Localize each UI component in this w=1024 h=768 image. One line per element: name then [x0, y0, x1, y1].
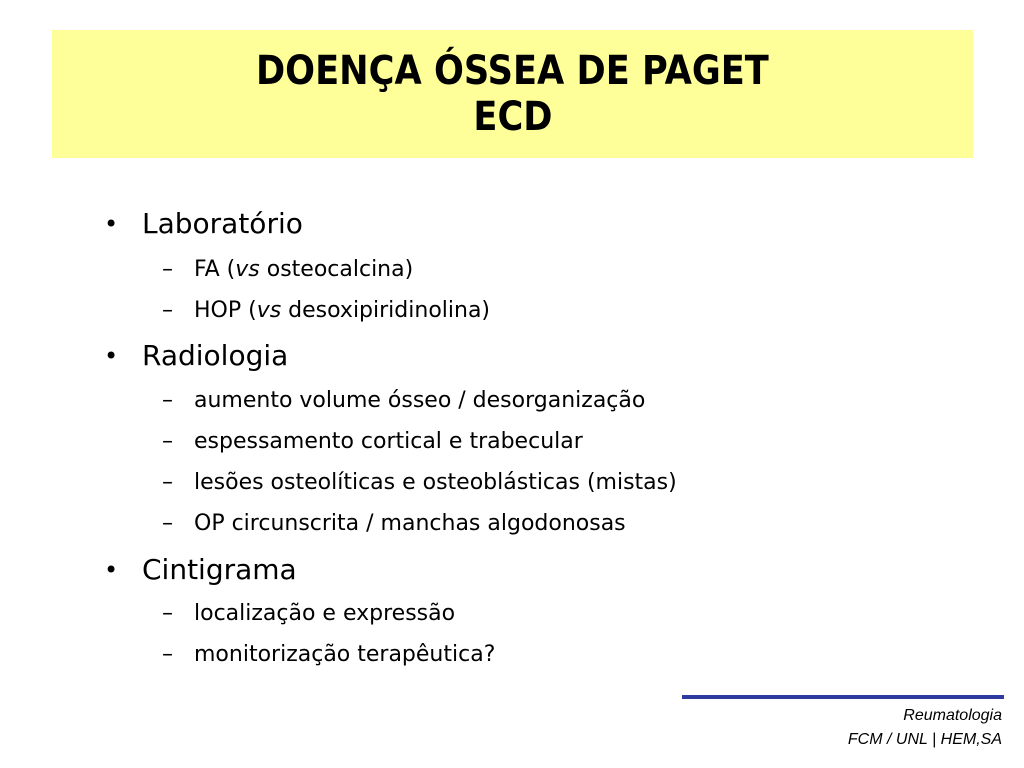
sub-item-text: FA (: [194, 257, 236, 282]
footer-department: Reumatologia: [903, 707, 1002, 724]
bullet-label: Radiologia: [142, 339, 289, 372]
dash-icon: –: [162, 257, 173, 282]
bullet-dot-icon: •: [104, 556, 119, 584]
dash-icon: –: [162, 298, 173, 323]
slide-title: DOENÇA ÓSSEA DE PAGET: [256, 48, 769, 94]
sub-item-text: lesões osteolíticas e osteoblásticas (mistas): [194, 470, 677, 495]
bullet-label: Cintigrama: [142, 553, 297, 586]
sub-item-text: espessamento cortical e trabecular: [194, 429, 583, 454]
bullet-label: Laboratório: [142, 207, 303, 240]
dash-icon: –: [162, 470, 173, 495]
footer-institution: FCM / UNL | HEM,SA: [847, 731, 1002, 748]
footer-rule: [682, 695, 1004, 699]
sub-item-text: monitorização terapêutica?: [194, 642, 496, 667]
bullet-dot-icon: •: [104, 210, 119, 238]
dash-icon: –: [162, 429, 173, 454]
dash-icon: –: [162, 642, 173, 667]
dash-icon: –: [162, 388, 173, 413]
sub-item-text: osteocalcina): [259, 257, 414, 282]
sub-item-text: desoxipiridinolina): [281, 298, 491, 323]
dash-icon: –: [162, 601, 173, 626]
sub-item-text: HOP (: [194, 298, 257, 323]
bullet-dot-icon: •: [104, 342, 119, 370]
sub-item-emphasis: vs: [256, 298, 282, 323]
sub-item-text: OP circunscrita / manchas algodonosas: [194, 511, 626, 536]
sub-item-text: aumento volume ósseo / desorganização: [194, 388, 646, 413]
sub-item-emphasis: vs: [235, 257, 260, 282]
slide-subtitle: ECD: [472, 94, 553, 140]
dash-icon: –: [162, 511, 173, 536]
sub-item-text: localização e expressão: [194, 601, 456, 626]
